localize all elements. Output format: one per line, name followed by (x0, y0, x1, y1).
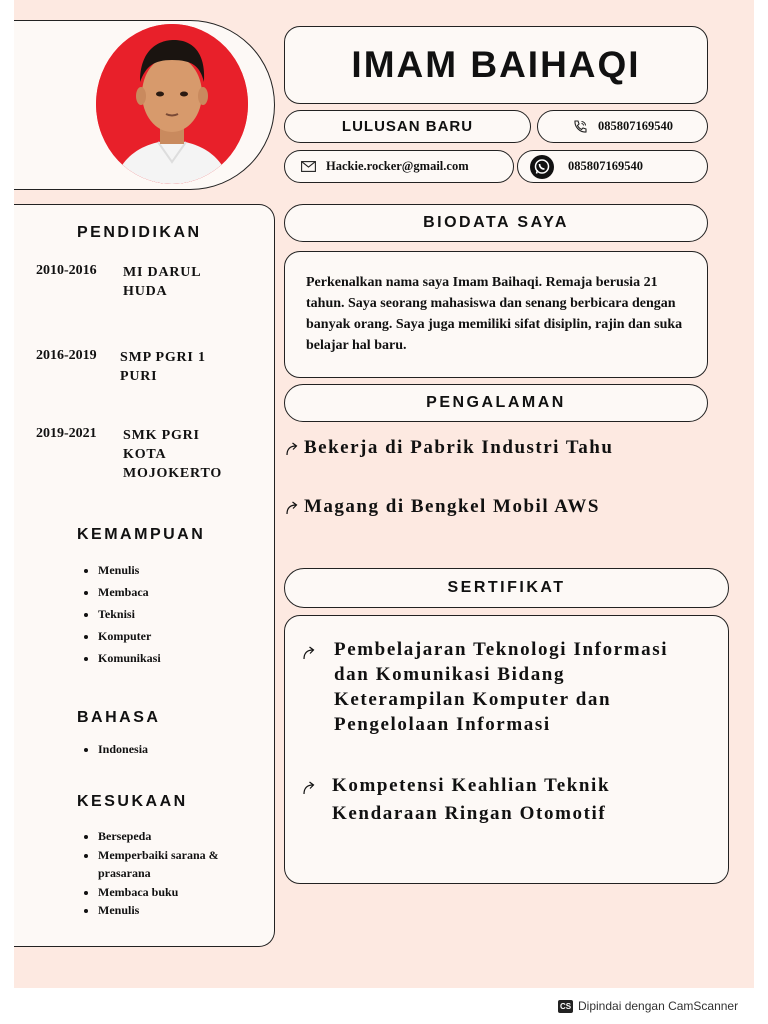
whatsapp-number: 085807169540 (568, 159, 643, 173)
pengalaman-heading: PENGALAMAN (426, 394, 566, 411)
camscanner-footer (558, 996, 762, 1016)
camscanner-logo-icon: CS (559, 1001, 572, 1011)
title-pill (284, 110, 531, 143)
list-item: • Komunikasi (98, 647, 161, 669)
email-address: Hackie.rocker@gmail.com (326, 159, 469, 173)
kesukaan-list (84, 827, 248, 920)
bahasa-heading: BAHASA (77, 709, 161, 726)
arrow-icon (301, 779, 317, 795)
list-item: • Teknisi (98, 603, 161, 625)
list-item: • Menulis (98, 559, 161, 581)
experience-item-1 (284, 437, 613, 459)
arrow-icon (284, 440, 300, 456)
edu-year-2: 2016-2019 (36, 348, 97, 363)
full-name: IMAM BAIHAQI (351, 44, 641, 85)
edu-school-1: MI DARUL HUDA (123, 265, 201, 299)
edu-year-1: 2010-2016 (36, 263, 97, 278)
certificate-item-2: Kompetensi Keahlian Teknik Kendaraan Ringan Otomotif (332, 775, 611, 824)
kemampuan-heading: KEMAMPUAN (77, 526, 206, 543)
email-pill (284, 150, 514, 183)
list-item: • Komputer (98, 625, 161, 647)
biodata-text: Perkenalkan nama saya Imam Baihaqi. Remaja berusia 21 tahun. Saya seorang mahasiswa dan senang berbicara dengan banyak orang. Saya juga memiliki sifat disiplin, rajin dan suka belajar hal baru. (306, 275, 683, 353)
job-title: LULUSAN BARU (341, 118, 474, 135)
certificate-item-1: Pembelajaran Teknologi Informasi dan Komunikasi Bidang Keterampilan Komputer dan Pengelolaan Informasi (334, 639, 669, 735)
phone-number: 085807169540 (598, 119, 673, 133)
experience-text: Bekerja di Pabrik Industri Tahu (304, 437, 614, 458)
phone-icon (572, 119, 588, 135)
arrow-icon (301, 644, 317, 660)
profile-photo (96, 24, 248, 184)
name-box (284, 26, 708, 104)
experience-text: Magang di Bengkel Mobil AWS (304, 496, 600, 517)
bahasa-list (84, 738, 148, 760)
edu-school-2: SMP PGRI 1 PURI (120, 350, 206, 384)
arrow-icon (284, 499, 300, 515)
whatsapp-pill (517, 150, 708, 183)
sertifikat-heading: SERTIFIKAT (447, 579, 566, 596)
camscanner-text: Dipindai dengan CamScanner (578, 999, 739, 1013)
list-item: • Menulis (98, 901, 248, 920)
list-item: • Indonesia (98, 738, 148, 760)
mail-icon (301, 161, 316, 172)
list-item: • Bersepeda (98, 827, 248, 846)
biodata-heading: BIODATA SAYA (423, 214, 569, 231)
phone-pill (537, 110, 708, 143)
cv-page (14, 0, 754, 988)
sertifikat-heading-pill (284, 568, 729, 608)
list-item: • Memperbaiki sarana & prasarana (98, 846, 248, 883)
biodata-box (284, 251, 708, 378)
edu-school-3: SMK PGRI KOTA MOJOKERTO (123, 428, 223, 481)
pengalaman-heading-pill (284, 384, 708, 422)
edu-year-3: 2019-2021 (36, 426, 97, 441)
kemampuan-list (84, 559, 161, 669)
whatsapp-icon (530, 155, 554, 179)
kesukaan-heading: KESUKAAN (77, 793, 188, 810)
pendidikan-heading: PENDIDIKAN (77, 224, 202, 241)
list-item: • Membaca (98, 581, 161, 603)
list-item: • Membaca buku (98, 883, 248, 902)
biodata-heading-pill (284, 204, 708, 242)
experience-item-2 (284, 496, 600, 518)
